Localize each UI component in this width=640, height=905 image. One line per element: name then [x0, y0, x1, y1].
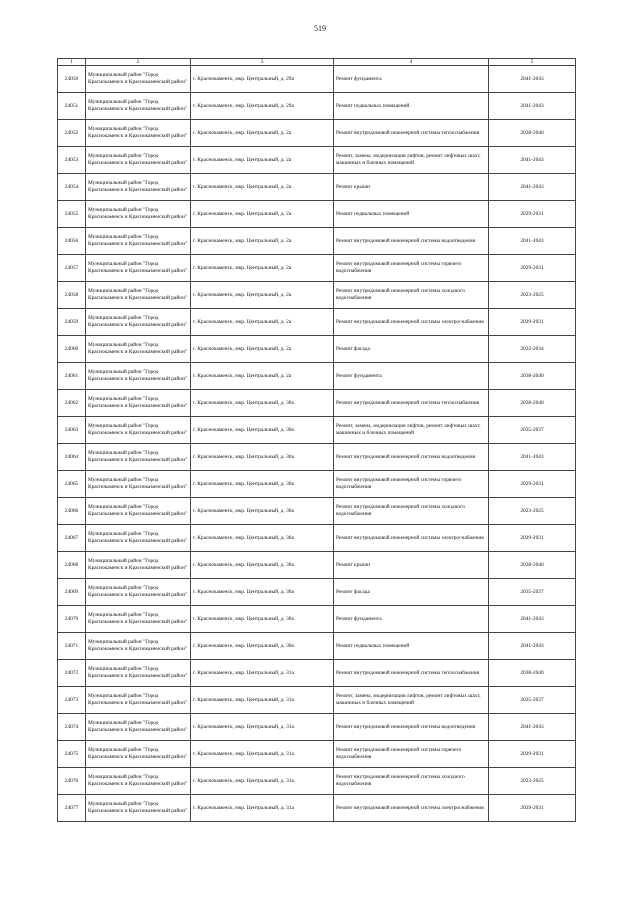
- address-cell: г. Краснокаменск, мкр. Центральный, д. 30а: [191, 552, 334, 579]
- period-cell: 2041-2043: [489, 66, 576, 93]
- municipality-cell: Муниципальный район "Город Краснокаменск и Краснокаменский район": [86, 390, 191, 417]
- period-cell: 2029-2031: [489, 795, 576, 822]
- period-cell: 2038-2040: [489, 390, 576, 417]
- municipality-cell: Муниципальный район "Город Краснокаменск и Краснокаменский район": [86, 93, 191, 120]
- period-cell: 2035-2037: [489, 687, 576, 714]
- row-number-cell: 24071: [58, 633, 86, 660]
- period-cell: 2032-2034: [489, 336, 576, 363]
- work-type-cell: Ремонт внутридомовой инженерной системы водоотведения: [334, 444, 489, 471]
- work-type-cell: Ремонт внутридомовой инженерной системы теплоснабжения: [334, 390, 489, 417]
- address-cell: г. Краснокаменск, мкр. Центральный, д. 2а: [191, 174, 334, 201]
- register-table-body: [58, 59, 576, 822]
- row-number-cell: 24057: [58, 255, 86, 282]
- table-row: [58, 255, 576, 282]
- municipality-cell: Муниципальный район "Город Краснокаменск и Краснокаменский район": [86, 687, 191, 714]
- address-cell: г. Краснокаменск, мкр. Центральный, д. 2а: [191, 255, 334, 282]
- municipality-cell: Муниципальный район "Город Краснокаменск и Краснокаменский район": [86, 444, 191, 471]
- address-cell: г. Краснокаменск, мкр. Центральный, д. 2а: [191, 336, 334, 363]
- address-cell: г. Краснокаменск, мкр. Центральный, д. 30а: [191, 417, 334, 444]
- row-number-cell: 24050: [58, 66, 86, 93]
- address-cell: г. Краснокаменск, мкр. Центральный, д. 2а: [191, 147, 334, 174]
- table-row: [58, 498, 576, 525]
- municipality-cell: Муниципальный район "Город Краснокаменск и Краснокаменский район": [86, 147, 191, 174]
- page-number: 519: [314, 24, 326, 33]
- row-number-cell: 24073: [58, 687, 86, 714]
- period-cell: 2038-2040: [489, 552, 576, 579]
- row-number-cell: 24067: [58, 525, 86, 552]
- address-cell: г. Краснокаменск, мкр. Центральный, д. 30а: [191, 525, 334, 552]
- table-row: [58, 120, 576, 147]
- address-cell: г. Краснокаменск, мкр. Центральный, д. 2а: [191, 228, 334, 255]
- address-cell: г. Краснокаменск, мкр. Центральный, д. 2а: [191, 363, 334, 390]
- address-cell: г. Краснокаменск, мкр. Центральный, д. 30а: [191, 633, 334, 660]
- table-row: [58, 66, 576, 93]
- row-number-cell: 24066: [58, 498, 86, 525]
- row-number-cell: 24055: [58, 201, 86, 228]
- table-row: [58, 660, 576, 687]
- table-row: [58, 687, 576, 714]
- address-cell: г. Краснокаменск, мкр. Центральный, д. 30а: [191, 390, 334, 417]
- row-number-cell: 24056: [58, 228, 86, 255]
- row-number-cell: 24064: [58, 444, 86, 471]
- work-type-cell: Ремонт крыши: [334, 174, 489, 201]
- address-cell: г. Краснокаменск, мкр. Центральный, д. 31а: [191, 714, 334, 741]
- table-row: [58, 282, 576, 309]
- row-number-cell: 24068: [58, 552, 86, 579]
- column-number-5: 5: [489, 59, 576, 66]
- row-number-cell: 24069: [58, 579, 86, 606]
- period-cell: 2029-2031: [489, 309, 576, 336]
- period-cell: 2029-2031: [489, 471, 576, 498]
- address-cell: г. Краснокаменск, мкр. Центральный, д. 2а: [191, 120, 334, 147]
- municipality-cell: Муниципальный район "Город Краснокаменск и Краснокаменский район": [86, 228, 191, 255]
- address-cell: г. Краснокаменск, мкр. Центральный, д. 2а: [191, 201, 334, 228]
- period-cell: 2029-2031: [489, 525, 576, 552]
- period-cell: 2029-2031: [489, 255, 576, 282]
- work-type-cell: Ремонт, замена, модернизация лифтов, ремонт лифтовых шахт, машинных и блочных помещений: [334, 147, 489, 174]
- municipality-cell: Муниципальный район "Город Краснокаменск и Краснокаменский район": [86, 417, 191, 444]
- table-row: [58, 606, 576, 633]
- address-cell: г. Краснокаменск, мкр. Центральный, д. 29а: [191, 93, 334, 120]
- municipality-cell: Муниципальный район "Город Краснокаменск и Краснокаменский район": [86, 714, 191, 741]
- work-type-cell: Ремонт подвальных помещений: [334, 93, 489, 120]
- period-cell: 2023-2025: [489, 768, 576, 795]
- period-cell: 2029-2031: [489, 201, 576, 228]
- address-cell: г. Краснокаменск, мкр. Центральный, д. 31а: [191, 687, 334, 714]
- period-cell: 2038-2040: [489, 363, 576, 390]
- column-number-3: 3: [191, 59, 334, 66]
- municipality-cell: Муниципальный район "Город Краснокаменск и Краснокаменский район": [86, 525, 191, 552]
- row-number-cell: 24075: [58, 741, 86, 768]
- table-row: [58, 471, 576, 498]
- period-cell: 2041-2043: [489, 444, 576, 471]
- column-number-4: 4: [334, 59, 489, 66]
- table-row: [58, 93, 576, 120]
- address-cell: г. Краснокаменск, мкр. Центральный, д. 30а: [191, 498, 334, 525]
- work-type-cell: Ремонт внутридомовой инженерной системы водоотведения: [334, 714, 489, 741]
- table-row: [58, 714, 576, 741]
- work-type-cell: Ремонт внутридомовой инженерной системы теплоснабжения: [334, 120, 489, 147]
- row-number-cell: 24060: [58, 336, 86, 363]
- work-type-cell: Ремонт подвальных помещений: [334, 633, 489, 660]
- work-type-cell: Ремонт фасада: [334, 579, 489, 606]
- period-cell: 2035-2037: [489, 579, 576, 606]
- work-type-cell: Ремонт, замена, модернизация лифтов, ремонт лифтовых шахт, машинных и блочных помещений: [334, 417, 489, 444]
- row-number-cell: 24070: [58, 606, 86, 633]
- table-row: [58, 417, 576, 444]
- municipality-cell: Муниципальный район "Город Краснокаменск и Краснокаменский район": [86, 174, 191, 201]
- table-row: [58, 147, 576, 174]
- period-cell: 2041-2043: [489, 174, 576, 201]
- row-number-cell: 24058: [58, 282, 86, 309]
- address-cell: г. Краснокаменск, мкр. Центральный, д. 31а: [191, 741, 334, 768]
- municipality-cell: Муниципальный район "Город Краснокаменск и Краснокаменский район": [86, 363, 191, 390]
- work-type-cell: Ремонт внутридомовой инженерной системы холодного водоснабжения: [334, 282, 489, 309]
- municipality-cell: Муниципальный район "Город Краснокаменск и Краснокаменский район": [86, 606, 191, 633]
- period-cell: 2029-2031: [489, 741, 576, 768]
- period-cell: 2041-2043: [489, 147, 576, 174]
- table-row: [58, 174, 576, 201]
- row-number-cell: 24072: [58, 660, 86, 687]
- row-number-cell: 24061: [58, 363, 86, 390]
- row-number-cell: 24074: [58, 714, 86, 741]
- address-cell: г. Краснокаменск, мкр. Центральный, д. 30а: [191, 606, 334, 633]
- row-number-cell: 24054: [58, 174, 86, 201]
- period-cell: 2041-2043: [489, 606, 576, 633]
- municipality-cell: Муниципальный район "Город Краснокаменск и Краснокаменский район": [86, 795, 191, 822]
- row-number-cell: 24053: [58, 147, 86, 174]
- work-type-cell: Ремонт подвальных помещений: [334, 201, 489, 228]
- column-number-row: [58, 59, 576, 66]
- address-cell: г. Краснокаменск, мкр. Центральный, д. 30а: [191, 579, 334, 606]
- table-row: [58, 525, 576, 552]
- work-type-cell: Ремонт внутридомовой инженерной системы горячего водоснабжения: [334, 471, 489, 498]
- table-row: [58, 795, 576, 822]
- row-number-cell: 24051: [58, 93, 86, 120]
- work-type-cell: Ремонт внутридомовой инженерной системы водоотведения: [334, 228, 489, 255]
- period-cell: 2038-2040: [489, 120, 576, 147]
- municipality-cell: Муниципальный район "Город Краснокаменск и Краснокаменский район": [86, 768, 191, 795]
- municipality-cell: Муниципальный район "Город Краснокаменск и Краснокаменский район": [86, 579, 191, 606]
- municipality-cell: Муниципальный район "Город Краснокаменск и Краснокаменский район": [86, 498, 191, 525]
- row-number-cell: 24077: [58, 795, 86, 822]
- table-row: [58, 390, 576, 417]
- table-row: [58, 633, 576, 660]
- row-number-cell: 24065: [58, 471, 86, 498]
- column-number-1: 1: [58, 59, 86, 66]
- work-type-cell: Ремонт внутридомовой инженерной системы электроснабжения: [334, 795, 489, 822]
- register-table: [57, 58, 576, 822]
- address-cell: г. Краснокаменск, мкр. Центральный, д. 31а: [191, 768, 334, 795]
- municipality-cell: Муниципальный район "Город Краснокаменск и Краснокаменский район": [86, 309, 191, 336]
- period-cell: 2023-2025: [489, 282, 576, 309]
- row-number-cell: 24059: [58, 309, 86, 336]
- address-cell: г. Краснокаменск, мкр. Центральный, д. 29а: [191, 66, 334, 93]
- work-type-cell: Ремонт фундамента: [334, 606, 489, 633]
- work-type-cell: Ремонт внутридомовой инженерной системы горячего водоснабжения: [334, 741, 489, 768]
- table-row: [58, 552, 576, 579]
- municipality-cell: Муниципальный район "Город Краснокаменск и Краснокаменский район": [86, 741, 191, 768]
- address-cell: г. Краснокаменск, мкр. Центральный, д. 2а: [191, 282, 334, 309]
- table-row: [58, 768, 576, 795]
- period-cell: 2041-2043: [489, 633, 576, 660]
- municipality-cell: Муниципальный район "Город Краснокаменск и Краснокаменский район": [86, 120, 191, 147]
- table-row: [58, 309, 576, 336]
- municipality-cell: Муниципальный район "Город Краснокаменск и Краснокаменский район": [86, 633, 191, 660]
- table-row: [58, 336, 576, 363]
- address-cell: г. Краснокаменск, мкр. Центральный, д. 30а: [191, 471, 334, 498]
- table-row: [58, 201, 576, 228]
- period-cell: 2041-2043: [489, 228, 576, 255]
- work-type-cell: Ремонт фасада: [334, 336, 489, 363]
- period-cell: 2038-2040: [489, 660, 576, 687]
- work-type-cell: Ремонт внутридомовой инженерной системы электроснабжения: [334, 309, 489, 336]
- work-type-cell: Ремонт фундамента: [334, 66, 489, 93]
- period-cell: 2041-2043: [489, 714, 576, 741]
- address-cell: г. Краснокаменск, мкр. Центральный, д. 2а: [191, 309, 334, 336]
- row-number-cell: 24063: [58, 417, 86, 444]
- address-cell: г. Краснокаменск, мкр. Центральный, д. 30а: [191, 444, 334, 471]
- municipality-cell: Муниципальный район "Город Краснокаменск и Краснокаменский район": [86, 660, 191, 687]
- municipality-cell: Муниципальный район "Город Краснокаменск и Краснокаменский район": [86, 66, 191, 93]
- municipality-cell: Муниципальный район "Город Краснокаменск и Краснокаменский район": [86, 552, 191, 579]
- work-type-cell: Ремонт внутридомовой инженерной системы теплоснабжения: [334, 660, 489, 687]
- table-row: [58, 228, 576, 255]
- municipality-cell: Муниципальный район "Город Краснокаменск и Краснокаменский район": [86, 255, 191, 282]
- period-cell: 2023-2025: [489, 498, 576, 525]
- period-cell: 2035-2037: [489, 417, 576, 444]
- municipality-cell: Муниципальный район "Город Краснокаменск и Краснокаменский район": [86, 471, 191, 498]
- municipality-cell: Муниципальный район "Город Краснокаменск и Краснокаменский район": [86, 336, 191, 363]
- work-type-cell: Ремонт фундамента: [334, 363, 489, 390]
- work-type-cell: Ремонт внутридомовой инженерной системы горячего водоснабжения: [334, 255, 489, 282]
- work-type-cell: Ремонт внутридомовой инженерной системы электроснабжения: [334, 525, 489, 552]
- municipality-cell: Муниципальный район "Город Краснокаменск и Краснокаменский район": [86, 201, 191, 228]
- column-number-2: 2: [86, 59, 191, 66]
- table-row: [58, 579, 576, 606]
- work-type-cell: Ремонт крыши: [334, 552, 489, 579]
- row-number-cell: 24052: [58, 120, 86, 147]
- row-number-cell: 24076: [58, 768, 86, 795]
- row-number-cell: 24062: [58, 390, 86, 417]
- address-cell: г. Краснокаменск, мкр. Центральный, д. 31а: [191, 795, 334, 822]
- table-row: [58, 363, 576, 390]
- work-type-cell: Ремонт, замена, модернизация лифтов, ремонт лифтовых шахт, машинных и блочных помещений: [334, 687, 489, 714]
- work-type-cell: Ремонт внутридомовой инженерной системы холодного водоснабжения: [334, 498, 489, 525]
- table-row: [58, 741, 576, 768]
- work-type-cell: Ремонт внутридомовой инженерной системы холодного водоснабжения: [334, 768, 489, 795]
- municipality-cell: Муниципальный район "Город Краснокаменск и Краснокаменский район": [86, 282, 191, 309]
- table-row: [58, 444, 576, 471]
- period-cell: 2041-2043: [489, 93, 576, 120]
- address-cell: г. Краснокаменск, мкр. Центральный, д. 31а: [191, 660, 334, 687]
